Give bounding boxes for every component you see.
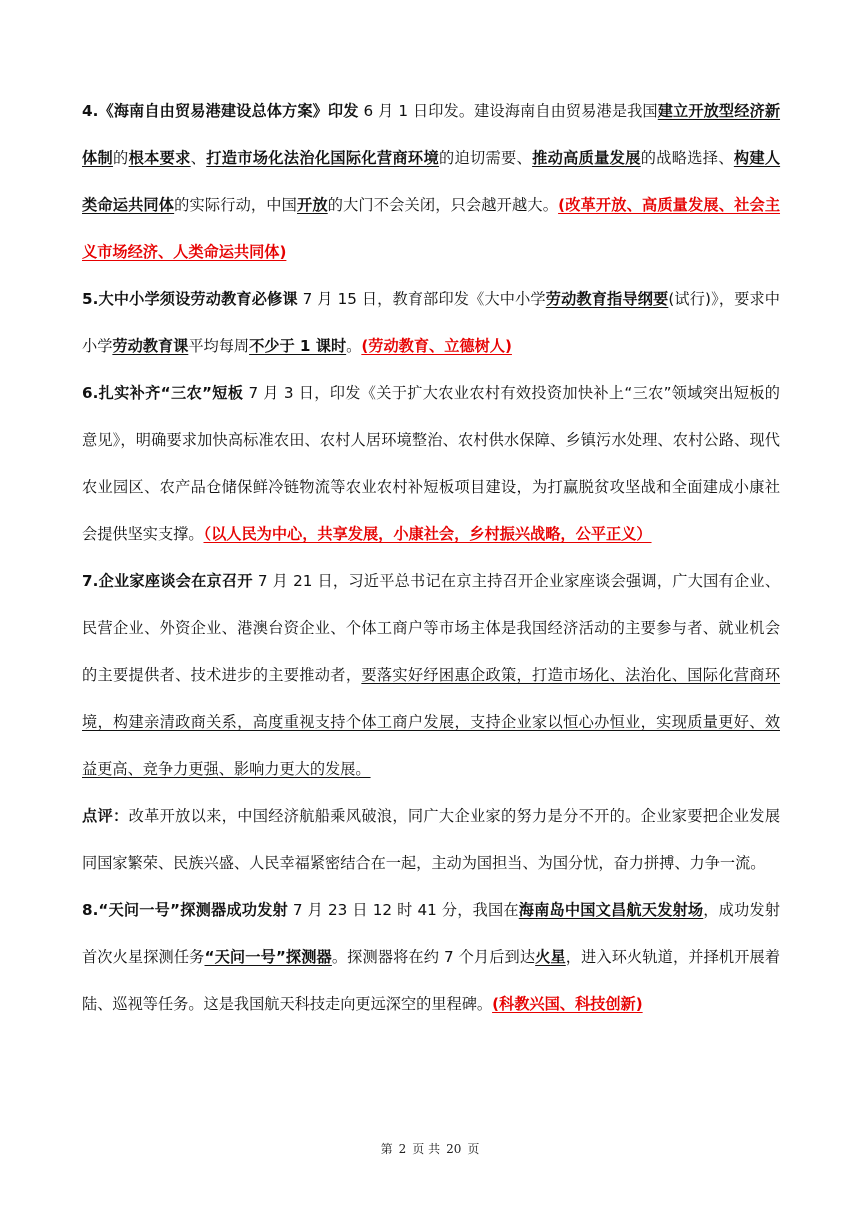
item-7-body: 7 月 21 日，习近平总书记在京主持召开企业家座谈会强调，广大国有企业、民营企业、外资企业、港澳台资企业、个体工商户等市场主体是我国经济活动的主要参与者、就业机会的主要提供者、技术进步的主要推动者， [82,572,781,684]
item-6-tags: （以人民为中心，共享发展，小康社会，乡村振兴战略，公平正义） [203,525,652,543]
item-7-underlined: 要落实好纾困惠企政策，打造市场化、法治化、国际化营商环境，构建亲清政商关系，高度重视支持个体工商户发展，支持企业家以恒心办恒业，实现质量更好、效益更高、竞争力更强、影响力更大的发展。 [82,666,781,778]
keyword: 构建人类命运共同体 [82,149,781,214]
comment-text: 改革开放以来，中国经济航船乘风破浪，同广大企业家的努力是分不开的。企业家要把企业发展同国家繁荣、民族兴盛、人民幸福紧密结合在一起，主动为国担当、为国分忧，奋力拼搏、力争一流。 [82,807,781,872]
keyword: 建立开放型经济新体制 [82,102,781,167]
text: ，进入环火轨道，并择机开展着陆、巡视等任务。这是我国航天科技走向更远深空的里程碑。 [82,948,781,1013]
item-7 [82,558,780,793]
item-4-title: 4.《海南自由贸易港建设总体方案》印发 [82,102,359,120]
page-footer [0,1140,860,1157]
item-8 [82,887,780,1028]
item-4 [82,88,780,276]
text: 。探测器将在约 7 个月后到达 [331,948,536,966]
item-4-tags: (改革开放、高质量发展、社会主义市场经济、人类命运共同体) [82,196,781,261]
item-8-title: 8.“天问一号”探测器成功发射 [82,901,288,919]
item-5 [82,276,780,370]
item-6-title: 6.扎实补齐“三农”短板 [82,384,244,402]
item-5-tags: (劳动教育、立德树人) [361,337,512,355]
item-5-title: 5.大中小学须设劳动教育必修课 [82,290,298,308]
item-7-title: 7.企业家座谈会在京召开 [82,572,253,590]
text: 。 [346,337,362,355]
text: 平均每周 [188,337,250,355]
page-number: 2 [398,1142,407,1156]
keyword: 劳动教育指导纲要 [545,290,669,308]
item-4-date: 6 月 1 日印发。建设海南自由贸易港是我国 [363,102,658,120]
item-7-comment [82,793,780,887]
keyword: 不少于 1 课时 [249,337,347,355]
text: ，成功发射首次火星探测任务 [82,901,781,966]
keyword: “天问一号”探测器 [204,948,332,966]
text: 的战略选择、 [640,149,734,167]
text: 的大门不会关闭，只会越开越大。 [327,196,559,214]
footer-suffix: 页 [467,1142,480,1156]
keyword: 劳动教育课 [112,337,189,355]
page-total: 20 [446,1142,462,1156]
document-body [82,88,780,1028]
text: (试行)》，要求中小学 [82,290,780,355]
item-6-body: 7 月 3 日，印发《关于扩大农业农村有效投资加快补上“三农”领域突出短板的意见》，明确要求加快高标准农田、农村人居环境整治、农村供水保障、乡镇污水处理、农村公路、现代农业园区、农产品仓储保鲜冷链物流等农业农村补短板项目建设，为打赢脱贫攻坚战和全面建成小康社会提供坚实支撑。 [82,384,780,543]
text: 的实际行动，中国 [174,196,297,214]
keyword: 海南岛中国文昌航天发射场 [518,901,704,919]
text: 7 月 15 日，教育部印发《大中小学 [302,290,546,308]
text: 的 [113,149,129,167]
item-8-tags: (科教兴国、科技创新) [492,995,643,1013]
item-6 [82,370,780,558]
keyword: 推动高质量发展 [532,149,641,167]
text: 7 月 23 日 12 时 41 分，我国在 [292,901,519,919]
keyword: 开放 [297,196,328,214]
text: 的迫切需要、 [438,149,533,167]
footer-prefix: 第 [380,1142,393,1156]
text: 、 [190,149,207,167]
keyword: 打造市场化法治化国际化营商环境 [206,149,439,167]
comment-label: 点评： [82,807,129,825]
keyword: 根本要求 [128,149,191,167]
keyword: 火星 [535,948,566,966]
footer-middle: 页 共 [412,1142,441,1156]
